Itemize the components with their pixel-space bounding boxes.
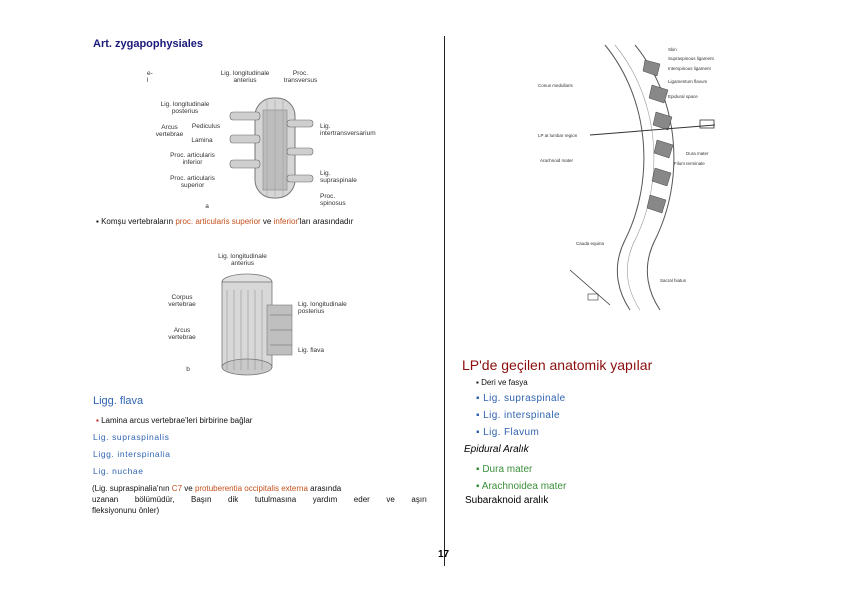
label-sacral: Sacral hiatus bbox=[660, 278, 687, 283]
label-lig-flava: Lig. flava bbox=[298, 347, 325, 354]
bullet-mark: ▪ bbox=[476, 378, 482, 387]
term-inferior: inferior bbox=[273, 217, 299, 226]
label-figure-a: a bbox=[205, 203, 209, 210]
para-mid: ve bbox=[182, 484, 195, 493]
vertebra-illustration-bottom bbox=[212, 270, 297, 380]
bullet-prefix: Komşu vertebraların bbox=[101, 217, 176, 226]
paragraph-line-1 bbox=[92, 483, 427, 494]
label-filum: Filum terminale bbox=[674, 161, 705, 166]
heading-lp-structures: LP'de geçilen anatomik yapılar bbox=[462, 357, 653, 373]
label-arcus-b: Arcus vertebrae bbox=[168, 327, 196, 341]
label-proc-art-sup: Proc. articularis superior bbox=[170, 175, 215, 189]
label-lig-long-post-b: Lig. longitudinale posterius bbox=[298, 301, 347, 315]
label-epidural-space: Epidural space bbox=[668, 94, 698, 99]
label-pediculus: Pediculus bbox=[191, 123, 221, 130]
label-proc-art-inf: Proc. articularis inferior bbox=[170, 152, 215, 166]
bullet-lamina bbox=[96, 415, 416, 426]
list-meninges bbox=[476, 461, 566, 495]
bullet-komsu-vertebra bbox=[96, 216, 416, 227]
label-lig-long-ant: Lig. longitudinale anterius bbox=[220, 70, 270, 84]
label-interspinous: Interspinous ligament bbox=[668, 66, 711, 71]
para-line1-end: arasında bbox=[307, 484, 342, 493]
bullet-suffix: 'ları arasındadır bbox=[298, 217, 354, 226]
item-arachnoidea: ▪ Arachnoidea mater bbox=[476, 481, 567, 492]
page-number: 17 bbox=[438, 549, 450, 560]
item-supraspinale: ▪ Lig. supraspinale bbox=[476, 393, 566, 404]
item-flavum-text: Lig. Flavum bbox=[483, 427, 540, 438]
paragraph-line-3: fleksiyonunu önler) bbox=[92, 506, 160, 515]
item-flavum: ▪ Lig. Flavum bbox=[476, 427, 540, 438]
para-protuberentia: protuberentia occipitalis externa bbox=[194, 484, 308, 493]
text-ligg-interspinalia: Ligg. interspinalia bbox=[93, 449, 171, 459]
label-ligamentum-flavum: Ligamentum flavum bbox=[668, 79, 708, 84]
item-dura-text: Dura mater bbox=[482, 464, 533, 475]
label-conus: Conus medullaris bbox=[538, 83, 573, 88]
para-prefix: (Lig. supraspinalia'nın bbox=[92, 484, 172, 493]
item-deri bbox=[476, 378, 528, 387]
heading-ligg-flava: Ligg. flava bbox=[93, 395, 144, 407]
page-title: Art. zygapophysiales bbox=[93, 38, 204, 50]
label-dura: Dura mater bbox=[686, 151, 709, 156]
label-lamina: Lamina bbox=[191, 137, 213, 144]
label-arcus: Arcus vertebrae bbox=[155, 124, 184, 138]
item-dura: ▪ Dura mater bbox=[476, 464, 533, 475]
bullet-lamina-text: Lamina arcus vertebrae'leri birbirine bağlar bbox=[101, 416, 253, 425]
text-epidural: Epidural Aralık bbox=[464, 444, 529, 455]
bullet-mark: ▪ bbox=[96, 217, 102, 226]
label-lig-supra: Lig. supraspinale bbox=[320, 170, 357, 184]
label-corner-mark: e- l bbox=[147, 70, 153, 84]
item-interspinale-text: Lig. interspinale bbox=[483, 410, 560, 421]
label-lig-intertrans: Lig. intertransversarium bbox=[320, 123, 376, 137]
column-divider bbox=[444, 36, 445, 566]
label-skin: Skin bbox=[668, 47, 677, 52]
paragraph-line-2: uzanan bölümüdür, Başın dik tutulmasına yardım eder ve aşırı bbox=[92, 495, 427, 504]
term-proc-art-sup: proc. articularis superior bbox=[175, 217, 261, 226]
item-arachnoidea-text: Arachnoidea mater bbox=[481, 481, 567, 492]
text-lig-supraspinalis: Lig. supraspinalis bbox=[93, 432, 170, 442]
label-lp: LP at lumbar region bbox=[538, 133, 578, 138]
bullet-mid: ve bbox=[260, 217, 274, 226]
label-arachnoid: Arachnoid mater bbox=[540, 158, 574, 163]
paragraph-nuchae bbox=[92, 483, 427, 516]
para-c7: C7 bbox=[171, 484, 183, 493]
label-lig-long-ant-b: Lig. longitudinale anterius bbox=[218, 253, 267, 267]
item-supraspinale-text: Lig. supraspinale bbox=[483, 393, 566, 404]
label-supraspinous: Supraspinous ligament bbox=[668, 56, 714, 61]
item-deri-text: Deri ve fasya bbox=[481, 378, 528, 387]
label-proc-trans: Proc. transversus bbox=[283, 70, 318, 84]
list-ligaments bbox=[476, 390, 566, 441]
label-corpus: Corpus vertebrae bbox=[168, 294, 196, 308]
label-cauda: Cauda equina bbox=[576, 241, 605, 246]
vertebra-illustration-top bbox=[225, 90, 320, 205]
label-figure-b: b bbox=[186, 366, 190, 373]
text-subaraknoid: Subaraknoid aralık bbox=[465, 495, 549, 506]
item-interspinale: ▪ Lig. interspinale bbox=[476, 410, 560, 421]
label-proc-spin: Proc. spinosus bbox=[320, 193, 346, 207]
label-lig-long-post: Lig. longitudinale posterius bbox=[160, 101, 210, 115]
text-lig-nuchae: Lig. nuchae bbox=[93, 466, 144, 476]
bullet-mark-red: ▪ bbox=[96, 416, 102, 425]
